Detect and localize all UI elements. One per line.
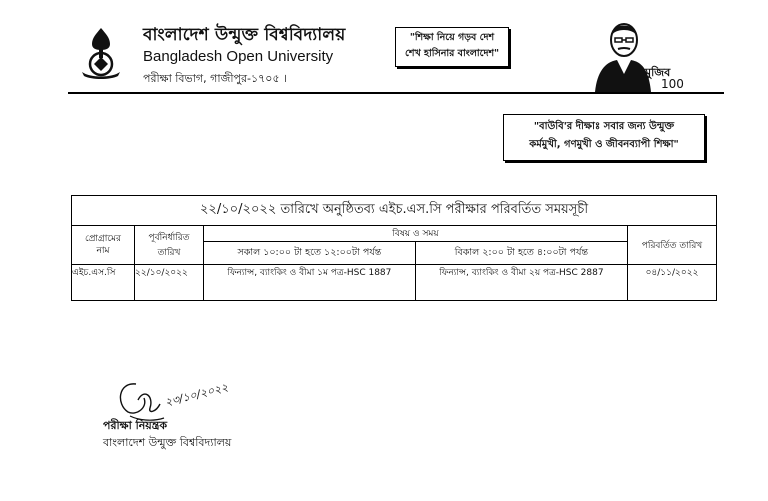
column-header-program: প্রোগ্রামের নাম [72,226,135,265]
column-header-morning: সকাল ১০:০০ টা হতে ১২:০০টা পর্যন্ত [204,242,416,265]
motto-line-1: "বাউবি'র দীক্ষাঃ সবার জন্য উন্মুক্ত [533,121,675,132]
cell-afternoon-subject: ফিন্যান্স, ব্যাংকিং ও বীমা ২য় পত্র-HSC 2887 [415,265,627,301]
slogan-line-2: শেখ হাসিনার বাংলাদেশ" [404,48,500,59]
slogan-box [395,27,509,67]
cell-program: এইচ.এস.সি [72,265,135,301]
anniversary-label: মুজিব [645,66,671,79]
mujib-100-portrait-logo [587,14,687,94]
column-header-new-date: পরিবর্তিত তারিখ [628,226,717,265]
cell-new-date: ০৪/১১/২০২২ [628,265,717,301]
signatory-organization: বাংলাদেশ উন্মুক্ত বিশ্ববিদ্যালয় [103,436,232,449]
table-row [72,265,717,301]
university-name-english: Bangladesh Open University [143,48,334,65]
anniversary-number: 100 [661,77,684,91]
signature-date: ২৩/১০/২০২২ [163,380,230,409]
column-header-previous-date: পূর্বনির্ধারিত তারিখ [135,226,204,265]
signatory-title: পরীক্ষা নিয়ন্ত্রক [103,419,168,432]
schedule-title: ২২/১০/২০২২ তারিখে অনুষ্ঠিতব্য এইচ.এস.সি পরীক্ষার পরিবর্তিত সময়সূচী [72,196,717,226]
university-name-bangla: বাংলাদেশ উন্মুক্ত বিশ্ববিদ্যালয় [143,25,346,45]
motto-box [503,114,705,161]
university-logo [78,26,124,80]
column-header-afternoon: বিকাল ২:০০ টা হতে ৪:০০টা পর্যন্ত [415,242,627,265]
header-divider [68,92,724,94]
department-address: পরীক্ষা বিভাগ, গাজীপুর-১৭০৫ । [143,72,288,85]
schedule-table [71,195,717,301]
cell-morning-subject: ফিন্যান্স, ব্যাংকিং ও বীমা ১ম পত্র-HSC 1887 [204,265,416,301]
cell-previous-date: ২২/১০/২০২২ [135,265,204,301]
column-header-subject-time: বিষয় ও সময় [204,226,628,242]
slogan-line-1: "শিক্ষা নিয়ে গড়ব দেশ [409,32,495,43]
motto-line-2: কর্মমুখী, গণমুখী ও জীবনব্যাপী শিক্ষা" [529,139,679,150]
